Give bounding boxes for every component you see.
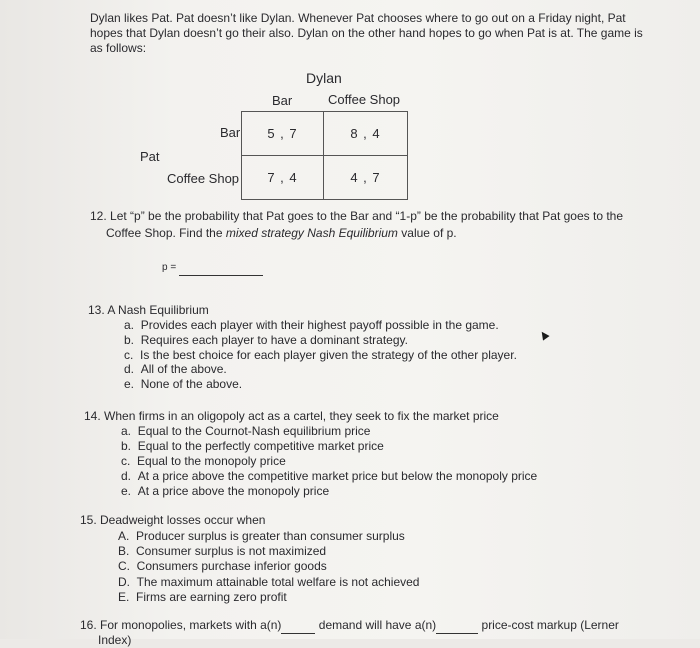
q14-text-d: At a price above the competitive market price but below the monopoly price <box>137 469 538 483</box>
column-option-bar: Bar <box>272 93 293 108</box>
q13-letter-a: a. <box>124 318 135 332</box>
q14-text-c: Equal to the monopoly price <box>137 454 286 468</box>
q13-stem: 13. A Nash Equilibrium <box>88 303 209 317</box>
q15-letter-d: D. <box>118 575 130 589</box>
q16-blank-2[interactable] <box>436 618 478 634</box>
q13-letter-c: c. <box>124 348 134 362</box>
payoff-cell-bar-bar: 5 , 7 <box>242 112 324 156</box>
q16-text-2: demand will have a(n) <box>318 618 437 632</box>
q15-option-c <box>118 559 327 574</box>
q13-text-b: Requires each player to have a dominant strategy. <box>140 333 408 347</box>
q14-letter-a: a. <box>121 424 132 438</box>
q14-option-c <box>121 454 286 469</box>
q14-text-e: At a price above the monopoly price <box>137 484 330 498</box>
q12-answer-blank[interactable] <box>179 260 263 276</box>
q14-letter-e: e. <box>121 484 132 498</box>
q13-option-a <box>124 318 499 333</box>
q12-answer <box>162 260 263 276</box>
q12-line-2 <box>106 226 457 241</box>
row-option-coffee-shop: Coffee Shop <box>167 171 240 186</box>
q15-option-d <box>118 575 419 590</box>
row-player-label: Pat <box>140 149 160 164</box>
payoff-matrix <box>241 111 408 200</box>
q16-blank-1[interactable] <box>281 618 315 634</box>
q14-option-d <box>121 469 537 484</box>
q15-option-e <box>118 590 287 605</box>
q12-text-a: Coffee Shop. Find the <box>106 226 226 240</box>
q13-letter-d: d. <box>124 362 135 376</box>
payoff-cell-bar-coffee: 8 , 4 <box>324 112 408 156</box>
column-player-label: Dylan <box>306 70 342 86</box>
q13-option-d <box>124 362 227 377</box>
q13-text-e: None of the above. <box>140 377 243 391</box>
q13-option-c <box>124 348 517 363</box>
q14-letter-b: b. <box>121 439 132 453</box>
payoff-row-coffee <box>242 156 408 200</box>
q15-letter-e: E. <box>118 590 130 604</box>
q14-option-a <box>121 424 370 439</box>
q12-answer-label: p = <box>162 262 177 273</box>
payoff-cell-coffee-coffee: 4 , 7 <box>324 156 408 200</box>
row-option-bar: Bar <box>220 125 241 140</box>
q12-text-c: value of p. <box>397 226 457 240</box>
q16-line-2: Index) <box>98 633 132 647</box>
q13-text-a: Provides each player with their highest payoff possible in the game. <box>140 318 499 332</box>
q16-line <box>80 618 619 634</box>
q13-letter-e: e. <box>124 377 135 391</box>
q14-text-b: Equal to the perfectly competitive market price <box>137 439 384 453</box>
q14-option-b <box>121 439 384 454</box>
payoff-row-bar <box>242 112 408 156</box>
q16-text-1: 16. For monopolies, markets with a(n) <box>80 618 282 632</box>
q15-letter-b: B. <box>118 544 130 558</box>
q14-letter-c: c. <box>121 454 131 468</box>
mouse-cursor-icon <box>538 329 549 340</box>
q13-option-b <box>124 333 408 348</box>
q14-option-e <box>121 484 329 499</box>
q12-line-1: 12. Let “p” be the probability that Pat goes to the Bar and “1-p” be the probability that Pat goes to the <box>90 209 624 223</box>
q13-text-d: All of the above. <box>140 362 227 376</box>
q14-text-a: Equal to the Cournot-Nash equilibrium price <box>137 424 371 438</box>
intro-line-3: as follows: <box>90 41 147 55</box>
q13-letter-b: b. <box>124 333 135 347</box>
q15-text-b: Consumer surplus is not maximized <box>136 544 327 558</box>
q15-text-a: Producer surplus is greater than consumer surplus <box>136 529 405 543</box>
intro-line-1: Dylan likes Pat. Pat doesn’t like Dylan. Whenever Pat chooses where to go out on a Friday night, Pat <box>90 11 626 25</box>
q15-option-a <box>118 529 405 544</box>
q13-text-c: Is the best choice for each player given the strategy of the other player. <box>140 348 517 362</box>
q15-text-c: Consumers purchase inferior goods <box>136 559 327 573</box>
q15-text-e: Firms are earning zero profit <box>136 590 287 604</box>
q14-stem: 14. When firms in an oligopoly act as a cartel, they seek to fix the market price <box>84 409 499 423</box>
q12-text-emphasis: mixed strategy Nash Equilibrium <box>225 226 398 240</box>
q15-option-b <box>118 544 326 559</box>
q14-letter-d: d. <box>121 469 132 483</box>
q16-text-3: price-cost markup (Lerner <box>481 618 619 632</box>
q15-letter-c: C. <box>118 559 130 573</box>
q13-option-e <box>124 377 242 392</box>
column-option-coffee-shop: Coffee Shop <box>328 92 401 107</box>
q15-stem: 15. Deadweight losses occur when <box>80 513 266 527</box>
q15-letter-a: A. <box>118 529 130 543</box>
intro-line-2: hopes that Dylan doesn’t go their also. Dylan on the other hand hopes to go when Pat is at. The game is <box>90 26 643 40</box>
q15-text-d: The maximum attainable total welfare is not achieved <box>136 575 420 589</box>
payoff-cell-coffee-bar: 7 , 4 <box>242 156 324 200</box>
